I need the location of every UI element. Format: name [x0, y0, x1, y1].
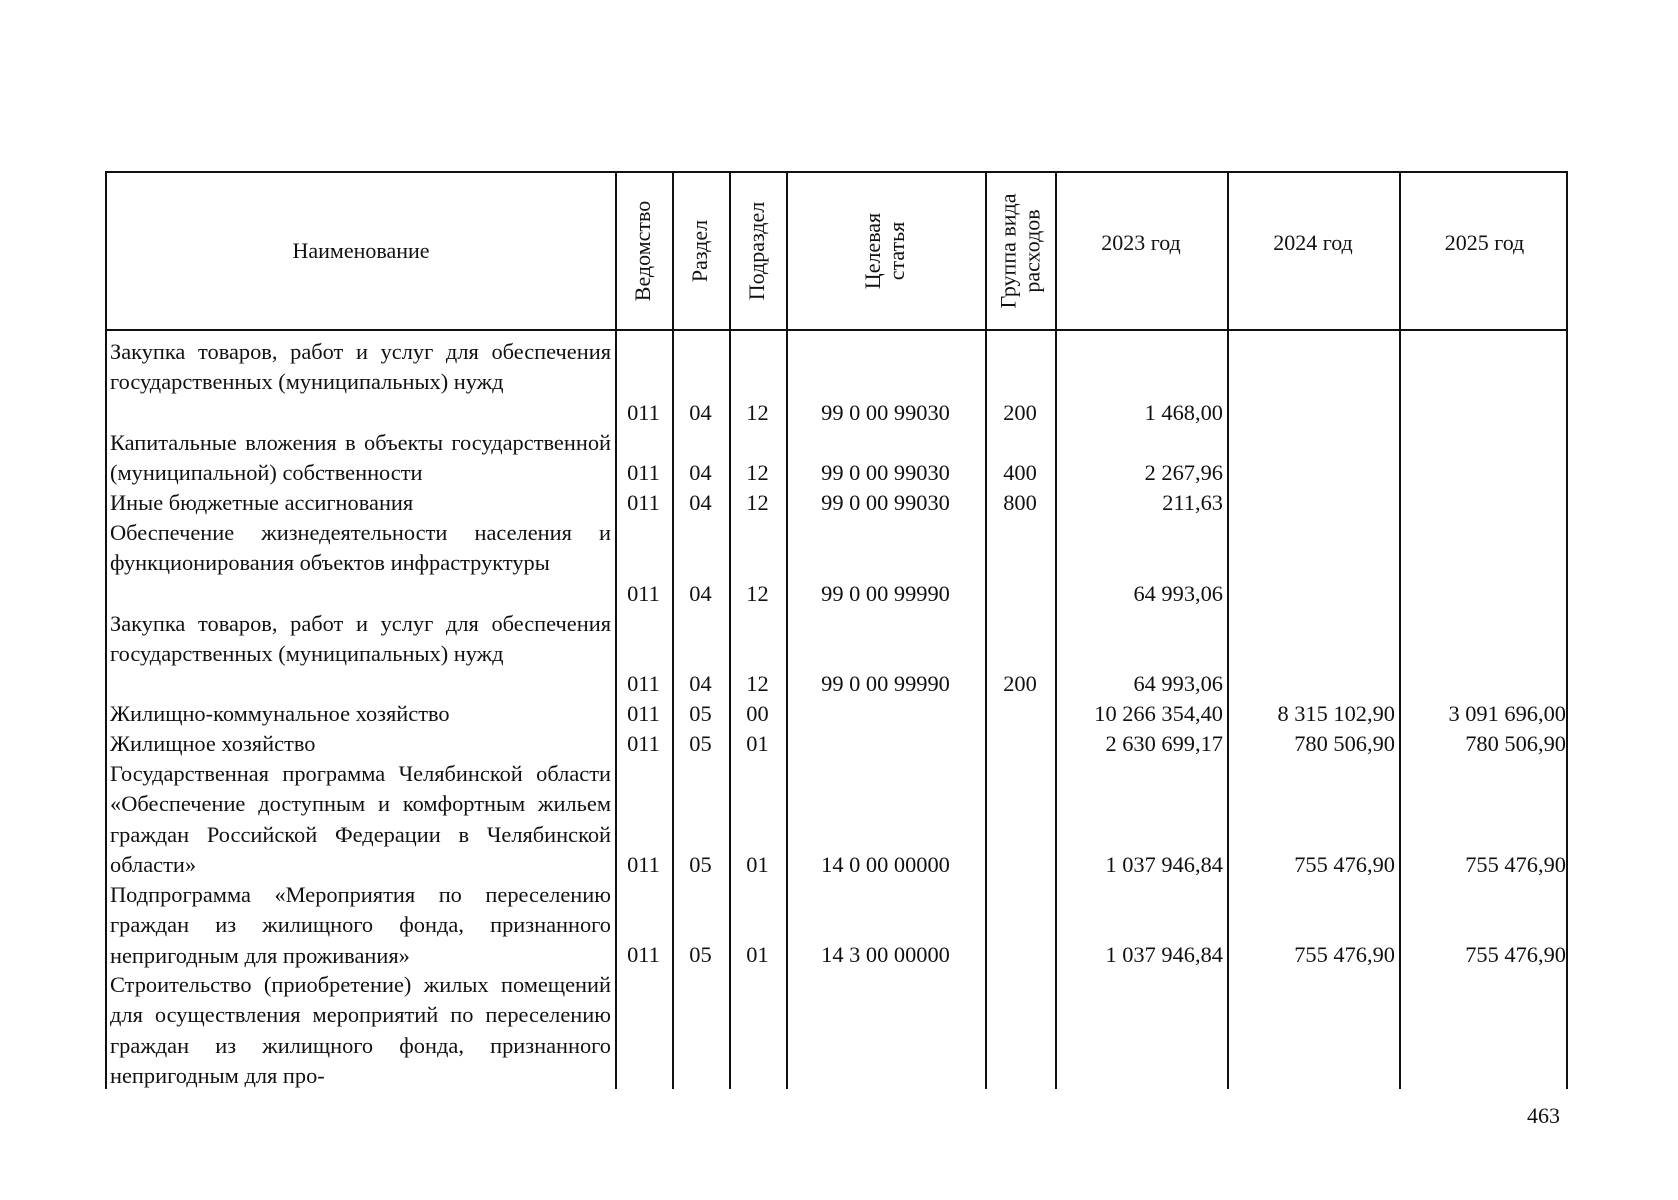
row-podrazdel: 01	[746, 942, 769, 967]
row-razdel: 04	[689, 671, 712, 696]
row-2024: 755 476,90	[1294, 942, 1395, 967]
row-vid-rashodov: 200	[1003, 671, 1037, 696]
header-gruppa-line2: расходов	[1019, 209, 1045, 293]
row-celevaya-statya: 99 0 00 99030	[821, 460, 950, 485]
row-celevaya-statya: 99 0 00 99030	[821, 490, 950, 515]
row-podrazdel: 00	[746, 701, 769, 726]
row-razdel: 04	[689, 490, 712, 515]
row-name: Иные бюджетные ассигнования	[110, 490, 414, 515]
row-2023: 64 993,06	[1133, 671, 1223, 696]
row-name: Закупка товаров, работ и услуг для обеспечения государственных (муниципальных) нужд	[110, 611, 611, 667]
row-celevaya-statya: 99 0 00 99030	[821, 400, 950, 425]
row-name: Строительство (приобретение) жилых помещений для осуществления мероприятий по переселению граждан из жилищного фонда, признанного непригодным для про-	[110, 972, 611, 1088]
header-2023-label: 2023 год	[1101, 230, 1181, 255]
row-celevaya-statya: 99 0 00 99990	[821, 581, 950, 606]
row-2025: 755 476,90	[1465, 852, 1566, 877]
header-gruppa-label	[996, 194, 1044, 309]
row-2023: 10 266 354,40	[1094, 701, 1223, 726]
header-name-label: Наименование	[292, 238, 430, 263]
header-podrazdel	[729, 173, 786, 329]
header-podrazdel-label: Подраздел	[744, 201, 770, 301]
row-celevaya-statya: 14 0 00 00000	[821, 852, 950, 877]
header-name	[107, 173, 615, 329]
row-razdel: 05	[689, 731, 712, 756]
row-podrazdel: 01	[746, 852, 769, 877]
header-2024	[1227, 165, 1399, 321]
header-vedomstvo	[615, 173, 672, 329]
page-number: 463	[1527, 1103, 1560, 1128]
budget-table	[105, 171, 1568, 1089]
row-podrazdel: 12	[746, 490, 769, 515]
row-celevaya-statya: 14 3 00 00000	[821, 942, 950, 967]
header-vedomstvo-label: Ведомство	[630, 200, 656, 302]
header-celevaya-line2: статья	[884, 221, 910, 281]
header-2025	[1399, 165, 1570, 321]
row-vedomstvo: 011	[627, 671, 660, 696]
row-name: Подпрограмма «Мероприятия по переселению граждан из жилищного фонда, признанного непригодным для проживания»	[110, 882, 611, 968]
header-2023	[1055, 165, 1227, 321]
row-vedomstvo: 011	[627, 852, 660, 877]
row-name: Жилищное хозяйство	[110, 731, 316, 756]
row-2024: 8 315 102,90	[1277, 701, 1395, 726]
row-2023: 1 468,00	[1144, 400, 1223, 425]
header-gruppa-vida-rashodov	[985, 173, 1055, 329]
row-razdel: 05	[689, 701, 712, 726]
header-2025-label: 2025 год	[1444, 230, 1525, 255]
header-gruppa-line1: Группа вида	[995, 193, 1021, 309]
row-vedomstvo: 011	[627, 942, 660, 967]
row-vedomstvo: 011	[627, 731, 660, 756]
header-razdel-label: Раздел	[687, 219, 713, 283]
header-2024-label: 2024 год	[1273, 230, 1353, 255]
row-razdel: 04	[689, 400, 712, 425]
row-2023: 2 630 699,17	[1105, 731, 1223, 756]
row-2024: 780 506,90	[1294, 731, 1395, 756]
header-razdel	[672, 173, 729, 329]
row-podrazdel: 01	[746, 731, 769, 756]
row-celevaya-statya: 99 0 00 99990	[821, 671, 950, 696]
row-podrazdel: 12	[746, 581, 769, 606]
row-2025: 755 476,90	[1465, 942, 1566, 967]
row-name: Государственная программа Челябинской области «Обеспечение доступным и комфортным жильем граждан Российской Федерации в Челябинской области»	[110, 761, 611, 877]
row-podrazdel: 12	[746, 671, 769, 696]
row-vedomstvo: 011	[627, 701, 660, 726]
row-2023: 64 993,06	[1133, 581, 1223, 606]
row-2025: 780 506,90	[1465, 731, 1566, 756]
row-name: Жилищно-коммунальное хозяйство	[110, 701, 450, 726]
row-2023: 211,63	[1162, 490, 1223, 515]
row-name: Обеспечение жизнедеятельности населения и функционирования объектов инфраструктуры	[110, 520, 611, 576]
row-name: Закупка товаров, работ и услуг для обеспечения государственных (муниципальных) нужд	[110, 339, 611, 395]
row-razdel: 05	[689, 852, 712, 877]
row-2024: 755 476,90	[1294, 852, 1395, 877]
row-vid-rashodov: 200	[1003, 400, 1037, 425]
row-podrazdel: 12	[746, 400, 769, 425]
header-celevaya-statya	[786, 173, 985, 329]
row-podrazdel: 12	[746, 460, 769, 485]
row-vid-rashodov: 400	[1003, 460, 1037, 485]
row-2025: 3 091 696,00	[1448, 701, 1566, 726]
row-vedomstvo: 011	[627, 581, 660, 606]
row-vid-rashodov: 800	[1003, 490, 1037, 515]
row-vedomstvo: 011	[627, 400, 660, 425]
row-vedomstvo: 011	[627, 460, 660, 485]
row-razdel: 05	[689, 942, 712, 967]
row-razdel: 04	[689, 460, 712, 485]
header-celevaya-line1: Целевая	[860, 212, 886, 290]
row-2023: 1 037 946,84	[1105, 852, 1223, 877]
row-razdel: 04	[689, 581, 712, 606]
header-divider	[107, 329, 1566, 331]
row-2023: 1 037 946,84	[1105, 942, 1223, 967]
row-2023: 2 267,96	[1144, 460, 1223, 485]
row-vedomstvo: 011	[627, 490, 660, 515]
row-name: Капитальные вложения в объекты государственной (муниципальной) собственности	[110, 430, 611, 486]
header-celevaya-statya-label	[861, 213, 909, 289]
